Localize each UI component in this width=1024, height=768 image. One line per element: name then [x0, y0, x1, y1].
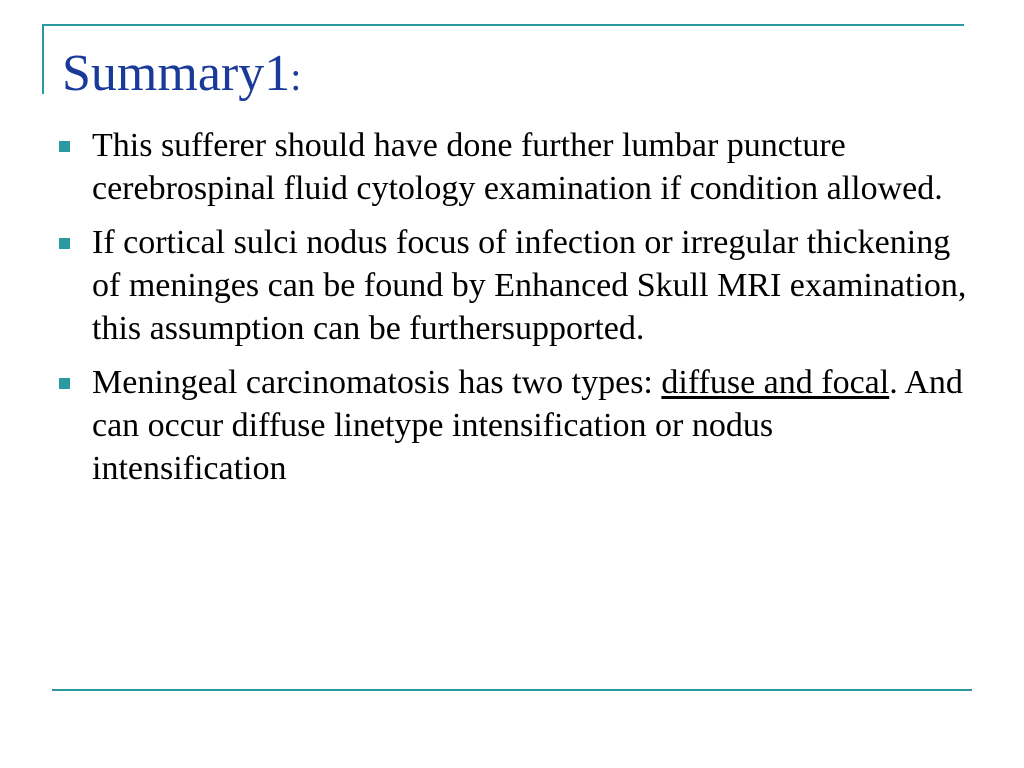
slide-title: [62, 40, 301, 111]
slide-title-text: Summary1: [62, 45, 291, 102]
bullet-text: This sufferer should have done further lumbar puncture cerebrospinal fluid cytology examination if condition allowed.: [92, 127, 943, 207]
bullet-text: If cortical sulci nodus focus of infection or irregular thickening of meninges can be found by Enhanced Skull MRI examination, this assumption can be furthersupported.: [92, 224, 967, 347]
footer-rule: [52, 689, 972, 691]
square-bullet-icon: [59, 238, 70, 249]
slide-title-colon: :: [290, 54, 302, 99]
bullet-text: [92, 364, 963, 487]
square-bullet-icon: [59, 141, 70, 152]
bullet-item: [56, 361, 976, 490]
bullet-item: [56, 124, 976, 210]
bullet-text-lead: Meningeal carcinomatosis has two types:: [92, 364, 662, 401]
bullet-text-tail: . And can occur diffuse linetype intensification or nodus intensification: [92, 364, 963, 487]
bullet-list: [56, 124, 976, 501]
bullet-text-underlined: diffuse and focal: [661, 364, 890, 401]
bullet-item: [56, 221, 976, 350]
title-frame-left-rule: [42, 24, 44, 94]
title-frame-top-rule: [42, 24, 964, 26]
square-bullet-icon: [59, 378, 70, 389]
